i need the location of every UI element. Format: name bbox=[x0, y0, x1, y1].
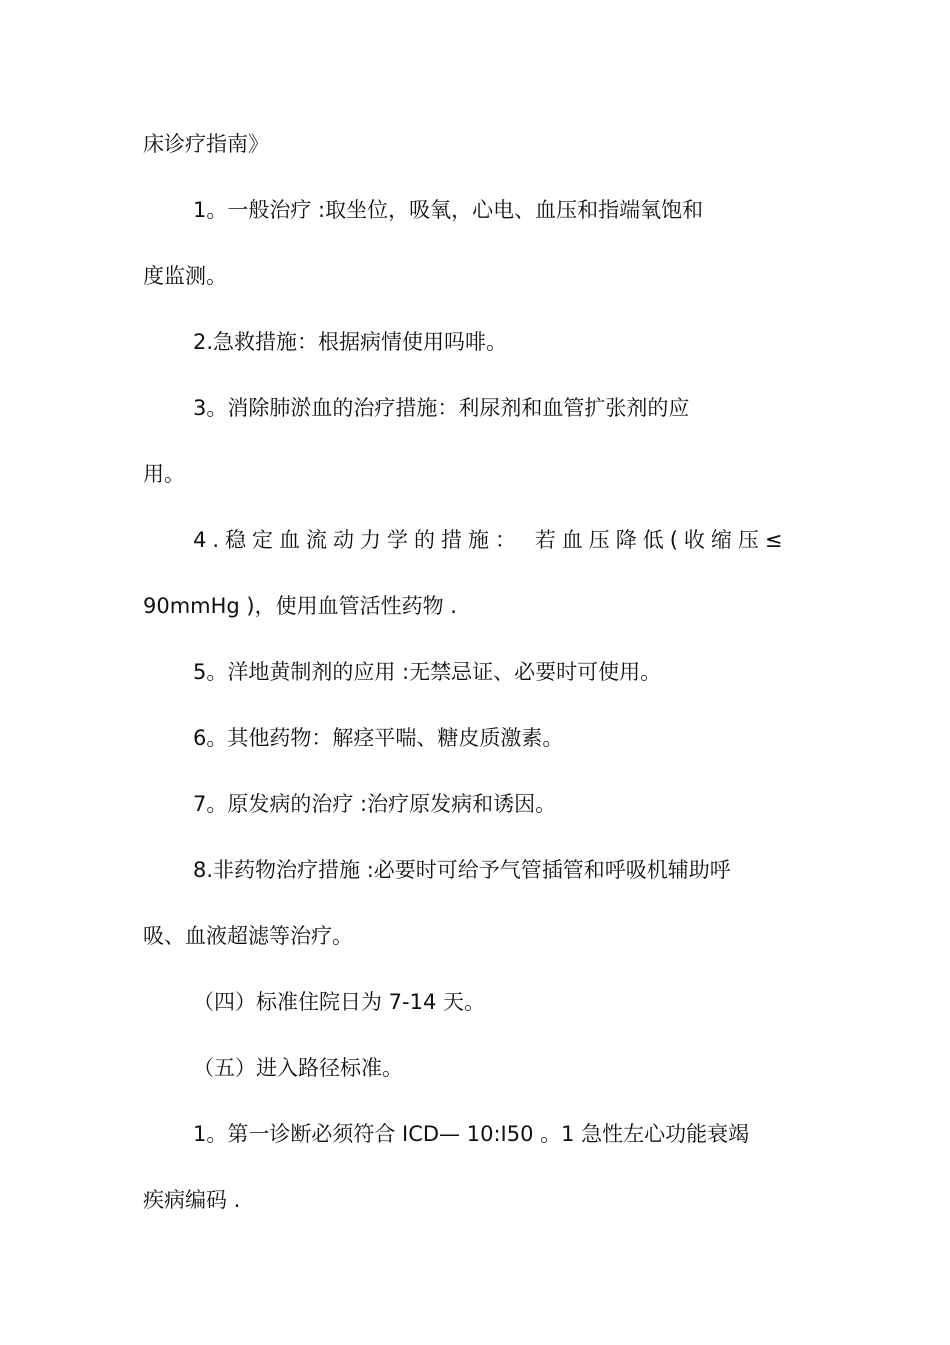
text-line-1: 床诊疗指南》 bbox=[143, 132, 269, 156]
text-line-16: 1。第一诊断必须符合 ICD— 10:I50 。1 急性左心功能衰竭 bbox=[193, 1122, 750, 1146]
text-line-8: 90mmHg )，使用血管活性药物 . bbox=[143, 594, 457, 618]
text-line-14: （四）标准住院日为 7-14 天。 bbox=[193, 990, 486, 1014]
text-line-4: 2.急救措施：根据病情使用吗啡。 bbox=[193, 330, 508, 354]
text-line-2: 1。一般治疗 :取坐位，吸氧，心电、血压和指端氧饱和 bbox=[193, 198, 704, 222]
text-line-17: 疾病编码 . bbox=[143, 1188, 241, 1212]
text-line-6: 用。 bbox=[143, 462, 185, 486]
text-line-15: （五）进入路径标准。 bbox=[193, 1056, 403, 1080]
text-line-12: 8.非药物治疗措施 :必要时可给予气管插管和呼吸机辅助呼 bbox=[193, 858, 731, 882]
text-line-7: 4.稳定血流动力学的措施： 若血压降低(收缩压≤ bbox=[193, 528, 789, 552]
text-line-13: 吸、血液超滤等治疗。 bbox=[143, 924, 353, 948]
text-line-10: 6。其他药物：解痉平喘、糖皮质激素。 bbox=[193, 726, 564, 750]
text-line-5: 3。消除肺淤血的治疗措施：利尿剂和血管扩张剂的应 bbox=[193, 396, 690, 420]
text-line-3: 度监测。 bbox=[143, 264, 227, 288]
text-line-11: 7。原发病的治疗 :治疗原发病和诱因。 bbox=[193, 792, 557, 816]
text-line-9: 5。洋地黄制剂的应用 :无禁忌证、必要时可使用。 bbox=[193, 660, 662, 684]
